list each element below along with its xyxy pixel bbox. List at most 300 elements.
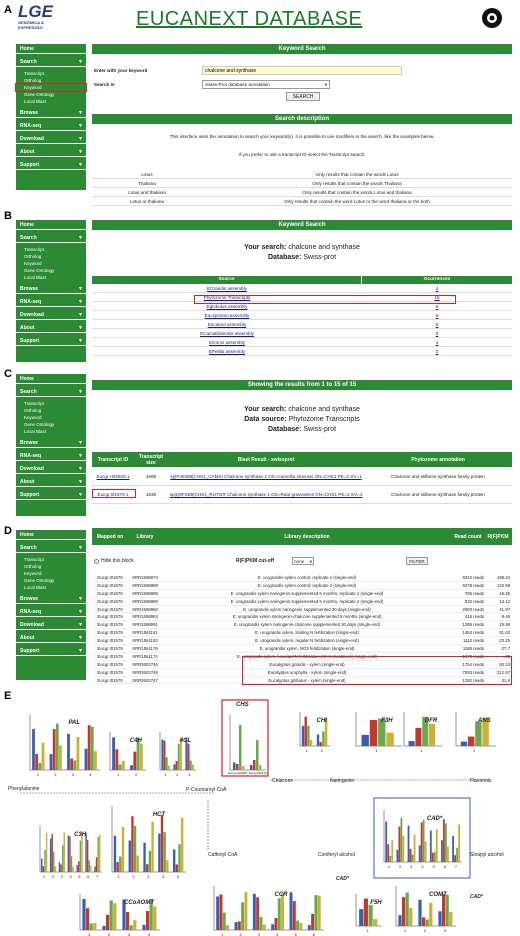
chart-bar [302,726,304,746]
results-table-header [92,452,512,467]
source-link[interactable]: EPellita assembly [208,349,246,354]
database [92,254,512,261]
read-count: 1185 reads [462,646,484,652]
nav-home[interactable]: Home [16,220,86,230]
chevron-down-icon: ▼ [78,622,83,628]
nav-download[interactable] [16,620,86,630]
blast-link[interactable]: sp|Q9FSB9|CHS1_RUTGR Chalcone synthase 1 OS=Ruta graveolens GN=CHS1 PE=2 SV=1 [169,492,363,497]
gene-label: CAD* [426,816,443,822]
occurrence-link[interactable]: 1 [435,340,439,345]
logo-sub2: EXPRESSÃO [18,25,43,30]
chart-bar [168,766,170,770]
chart-bar [275,918,278,930]
chart-bar [52,834,53,872]
source-link[interactable]: Eucspresso assembly [204,313,250,318]
tick-label: 2 [176,772,179,777]
nav-transcript[interactable]: Transcript [24,401,44,406]
annotation: Chalcone and stilbene synthase family protein [391,474,485,479]
chart-bar [250,765,253,770]
tick-label: 2 [51,874,54,879]
nav-gene-ontology[interactable]: Gene Ontology [24,268,55,273]
nav-download-label: Download [20,312,44,318]
hide-block-checkbox[interactable] [94,559,99,564]
chart-bar [42,743,45,770]
chevron-down-icon: ▼ [78,479,83,485]
tick-label: 4 [276,932,279,936]
chart-bar [362,735,369,746]
chart-bar [164,741,166,770]
nav-search[interactable] [16,387,86,397]
panel-label-c: C [4,368,12,380]
occurrence-link[interactable]: 4 [435,286,439,291]
chart-bar [253,894,256,930]
chs-label: Eucgr.I01579 [249,771,267,775]
chart-bar [271,924,274,930]
table-row [92,629,512,637]
chart-bar [50,754,53,770]
read-count: 2083 reads [462,606,484,612]
chart-bar [106,915,109,930]
nav-transcript[interactable]: Transcript [24,247,44,252]
chart-bar [140,744,143,770]
tick-label: 1 [403,928,407,933]
example-term: Thaliana [138,181,156,186]
chart-bar [385,822,387,862]
mapped-on: Eucgr.I01579 [97,638,123,644]
read-count: 1282 reads [462,677,484,683]
chart-bar [91,727,94,770]
source-row [92,311,512,320]
nav-ortholog[interactable]: Ortholog [24,564,42,569]
library-description: E. urograndis xylem naringenin supplemented 5 months, replicate 1 (single-end) [230,590,384,596]
tick-label: 5 [432,864,435,869]
col-transcript-size: Transcript size [138,453,164,466]
tick-label: 5 [78,874,81,879]
library-description: E. urograndis xylem, limiting N fertilization (single-end) [255,630,359,636]
chart-bar [32,729,35,770]
library-description: E. urograndis xylem naringenin supplemented 30 days (single-end) [243,606,371,612]
nav-home[interactable]: Home [16,374,86,384]
transcript-link[interactable]: Eucgr.I01579.1 [97,492,129,497]
nav-download[interactable] [16,134,86,144]
library-id: SRR1561153 [132,638,158,644]
keyword-search-title: Keyword Search [92,44,512,54]
nav-support[interactable] [16,160,86,170]
chart-bar [296,921,299,930]
read-count: 832 reads [464,598,484,604]
chart-bar [410,849,412,862]
nav-browse[interactable] [16,284,86,294]
example-row [92,179,512,188]
nav-transcript[interactable]: Transcript [24,557,44,562]
library-description: E. urograndis xylem naringenin-chalcone supplemented 5 months (single-end) [232,614,382,620]
tick-label: 1 [375,748,378,753]
rnaseq-table-header [92,528,512,545]
nav-gene-ontology[interactable]: Gene Ontology [24,92,55,97]
chart-bar [166,860,168,872]
chart-bar [456,848,458,862]
col-library-description: Library description [284,533,330,540]
nav-gene-ontology[interactable]: Gene Ontology [24,422,55,427]
chart-bar [73,760,76,770]
chevron-down-icon: ▾ [324,82,327,87]
search-button[interactable]: SEARCH [286,92,320,101]
library-description: Eucalyptus globulus - xylem (single-end) [268,677,346,683]
tick-label: 2 [54,772,57,777]
library-description: E. urograndis xylem, luxuriant N fertilization (NH4+treatment) (single-end) [237,653,377,659]
chart-bar [359,909,363,926]
tick-label: 1 [305,748,308,753]
results-title: Showing the results from 1 to 15 of 15 [92,380,512,390]
occurrence-link[interactable]: 2 [435,349,439,354]
nav-local-blast[interactable]: Local Blast [24,585,47,590]
mapped-on: Eucgr.I01579 [97,614,123,620]
chart-bar [447,847,449,862]
gene-label: ANS [478,718,491,724]
nav-local-blast[interactable]: Local Blast [24,275,47,280]
chart-bar [434,852,436,862]
chart-bar [402,836,404,862]
rpkm-value: 16.25 [499,590,510,596]
chart-bar [318,896,321,930]
tick-label: 6 [443,864,446,869]
keyword-search-title-b: Keyword Search [92,220,512,230]
cutoff-select[interactable] [292,557,314,565]
chart-bar [244,892,247,930]
chart-bar [142,925,145,930]
tick-label: 3 [147,874,150,879]
chart-bar [178,744,180,770]
library-id: SRR2602747 [132,677,158,683]
search-in-label: Search in [94,82,115,87]
nav-rnaseq-label: RNA-seq [20,123,42,129]
chart-bar [391,840,393,862]
metabolite-label: Sinapyl alcohol [470,852,504,858]
lge-logo [18,4,80,34]
chart-bar [412,855,414,862]
nav-support[interactable] [16,646,86,656]
source-row [92,338,512,347]
chart-bar [176,864,178,872]
nav-keyword[interactable]: Keyword [24,261,42,266]
your-search-value: chalcone and synthase [288,244,360,251]
occurrence-link[interactable]: 15 [434,295,440,300]
occurrence-link[interactable]: 6 [435,313,439,318]
chart-bar [161,815,163,872]
col-source: Source [92,276,362,284]
rpkm-value: 31.6 [501,677,510,683]
table-row [92,582,512,590]
rpkm-value: 50.24 [499,661,510,667]
library-description: E. urograndis xylem control; replicate 1 (single-end) [257,575,357,580]
chart-bar [475,721,481,746]
university-seal-icon [480,6,504,30]
library-description: E. urograndis xylem, NO3 fertilization (single-end) [259,646,355,652]
nav-local-blast[interactable]: Local Blast [24,429,47,434]
nav-about[interactable] [16,633,86,643]
tick-label: 1 [42,874,46,879]
chart-bar [239,725,242,770]
nav-home[interactable]: Home [16,44,86,54]
tick-label: 1 [87,932,91,936]
nav-search[interactable] [16,543,86,553]
filter-button[interactable]: FILTER [406,557,428,565]
chart-bar [53,729,56,770]
chart-bar [149,851,151,872]
chart-bar [67,734,70,770]
nav-ortholog[interactable]: Ortholog [24,408,42,413]
example-term: Lotus and thaliana [128,190,166,195]
highlight-chs [222,700,268,776]
col-rpkm: R(F)PKM [487,533,509,540]
chart-bar [445,823,447,862]
tick-label: 2 [107,932,111,936]
chart-bar [41,859,42,872]
col-occurrences: Ocurrences [423,277,451,282]
chevron-down-icon: ▼ [78,596,83,602]
tick-label: 4 [147,932,151,936]
nav-rnaseq-label: RNA-seq [20,609,42,615]
gene-label: F5H [370,900,382,906]
search-in-select[interactable] [202,80,330,89]
sidebar-d [16,530,86,680]
chart-bar [126,912,129,930]
nav-download-label: Download [20,466,44,472]
nav-keyword[interactable]: Keyword [24,571,42,576]
tick-label: 4 [161,874,165,879]
chart-bar [263,925,266,930]
chart-bar [398,827,400,862]
chart-bar [161,740,163,770]
chart-bar [64,832,65,872]
chevron-down-icon: ▼ [78,466,83,472]
data-source-label: Data source: [244,416,287,423]
tick-label: 7 [96,874,99,879]
chart-bar [432,853,434,862]
source-row [92,329,512,338]
tick-label: 1 [387,864,391,869]
source-link[interactable]: ECamaldulensis assembly [200,331,254,336]
nav-rnaseq[interactable] [16,121,86,131]
source-link[interactable]: Phytozome Transcripts [203,295,251,300]
library-id: SRR1598974 [132,575,158,580]
gene-label: F3H [381,718,393,724]
keyword-input[interactable] [202,66,402,75]
chart-bar [373,919,377,926]
chart-bar [419,845,421,862]
library-id: SRR1561161 [132,630,158,636]
chart-bar [38,763,41,770]
nav-browse[interactable] [16,438,86,448]
chart-bar [259,765,262,770]
chevron-down-icon: ▼ [78,123,83,129]
source-link[interactable]: Eglobulus assembly [206,304,248,309]
chart-bar [290,892,293,930]
chart-bar [94,867,95,872]
tick-label: 1 [36,772,39,777]
nav-browse[interactable] [16,594,86,604]
nav-browse[interactable] [16,108,86,118]
example-desc: Only results that contain the words Lotus and thaliana [302,190,412,195]
nav-ortholog[interactable]: Ortholog [24,254,42,259]
gene-label: CCoAOMT [124,900,154,906]
mapped-on: Eucgr.I01579 [97,630,123,636]
nav-search[interactable] [16,233,86,243]
chart-bar [216,896,219,930]
chart-bar [223,913,226,930]
chart-bar [293,901,296,930]
chart-bar [238,921,241,930]
chart-bar [396,850,398,862]
nav-gene-ontology[interactable]: Gene Ontology [24,578,55,583]
search-in-select-value: Swiss-Prot database annotation [205,82,270,87]
chart-bar [364,899,368,926]
nav-support[interactable] [16,336,86,346]
nav-rnaseq[interactable] [16,607,86,617]
tick-label: 3 [410,864,413,869]
library-description: E. urograndis xylem naringenin-chalcone supplemented 30 days (single-end) [233,622,381,628]
source-row [92,284,512,293]
chart-bar [116,862,118,872]
tick-label: 3 [188,772,191,777]
chevron-down-icon: ▼ [78,389,83,395]
chart-bar [115,749,118,770]
nav-download[interactable] [16,464,86,474]
highlight-phytozome [194,295,456,304]
tick-label: 2 [239,932,242,936]
chevron-down-icon: ▼ [78,149,83,155]
chart-bar [414,835,416,862]
source-link[interactable]: Eucatoul assembly [207,322,247,327]
chart-bar [44,850,45,872]
nav-rnaseq[interactable] [16,451,86,461]
chart-bar [236,764,239,770]
occurrence-link[interactable]: 6 [435,304,439,309]
mapped-on: Eucgr.I01579 [97,606,123,612]
chart-bar [81,833,82,872]
metabolite-label: Caffeoyl CoA [208,852,238,858]
chart-bar [253,760,256,770]
chevron-down-icon: ▼ [78,648,83,654]
transcript-size: 1838 [145,492,157,497]
library-id: SRR1598984 [132,614,158,620]
chart-bar [314,895,317,930]
rpkm-value: 133.68 [496,582,510,588]
chevron-down-icon: ▼ [78,235,83,241]
nav-support[interactable] [16,490,86,500]
chart-bar [192,765,194,770]
highlight-transcript [92,489,136,498]
nav-rnaseq[interactable] [16,297,86,307]
read-count: 785 reads [464,590,484,596]
nav-about[interactable] [16,323,86,333]
chart-bar [78,861,79,872]
chart-bar [454,855,456,862]
sidebar-c [16,374,86,516]
chart-bar [310,740,312,746]
chart-bar [408,826,410,862]
library-id: SRR1561174 [132,653,158,659]
gene-label: CCR [274,892,288,898]
chart-bar [82,899,85,930]
chart-bar [130,765,133,770]
chart-bar [181,818,183,872]
read-count: 1484 reads [462,630,484,636]
chart-bar [43,866,44,872]
transcript-link[interactable]: Eucgr.H02828.1 [96,474,130,479]
chs-label: Eucgr.H02828 [228,771,248,775]
database-label: Database: [267,426,302,433]
nav-keyword[interactable]: Keyword [16,84,86,91]
chevron-down-icon: ▾ [309,559,312,564]
chart-bar [94,751,97,770]
chart-bar [35,754,38,770]
chart-bar [256,740,259,770]
chart-bar [173,764,175,770]
occurrence-link[interactable]: 3 [435,331,439,336]
chart-bar [85,833,86,872]
metabolite-label: Phenylalanine [8,786,40,792]
source-row [92,347,512,356]
library-id: SRR1598990 [132,598,158,604]
nav-about[interactable] [16,477,86,487]
chart-bar [188,744,190,770]
tick-label: 3 [257,932,261,936]
chart-bar [370,720,377,746]
tick-label: 2 [399,864,402,869]
nav-download[interactable] [16,310,86,320]
metabolite-label: CAD* [470,894,483,900]
chart-bar [137,855,139,872]
table-row [92,637,512,645]
blast-link[interactable]: sp|P48386|CHS1_CAMSI Chalcone synthase 1 OS=Camellia sinensis GN=CHS1 PE=2 SV=1 [170,474,362,479]
table-row [92,645,512,653]
chart-bar [46,833,47,872]
sidebar-b [16,220,86,362]
chart-bar [146,864,148,872]
metabolite-label: Chalcone [272,778,294,784]
chart-bar [151,822,153,872]
database-label: Database: [267,254,302,261]
source-link[interactable]: EGunni assembly [208,340,245,345]
nav-transcript[interactable]: Transcript [24,71,44,76]
tick-label: 2 [320,748,323,753]
source-link[interactable]: EGrandis assembly [207,286,247,291]
nav-keyword[interactable]: Keyword [24,415,42,420]
logo-text: LGE [18,2,53,21]
chevron-down-icon: ▼ [78,635,83,641]
tick-label: 1 [221,932,224,936]
nav-about[interactable] [16,147,86,157]
nav-search[interactable] [16,57,86,67]
nav-local-blast[interactable]: Local Blast [24,99,47,104]
occurrence-link[interactable]: 5 [435,322,439,327]
nav-ortholog[interactable]: Ortholog [24,78,42,83]
rpkm-value: 8.46 [501,614,510,620]
chart-bar [68,835,69,872]
highlight-eucalyptus-rows [242,656,512,685]
chart-bar [90,924,93,930]
pathway-figure [0,690,520,936]
chart-bar [133,752,136,770]
chart-bar [112,737,115,770]
nav-home[interactable]: Home [16,530,86,540]
chart-bar [446,895,449,926]
chart-bar [425,841,427,862]
chart-bar [452,836,454,862]
chart-bar [386,733,393,746]
results-table-body [92,468,512,504]
